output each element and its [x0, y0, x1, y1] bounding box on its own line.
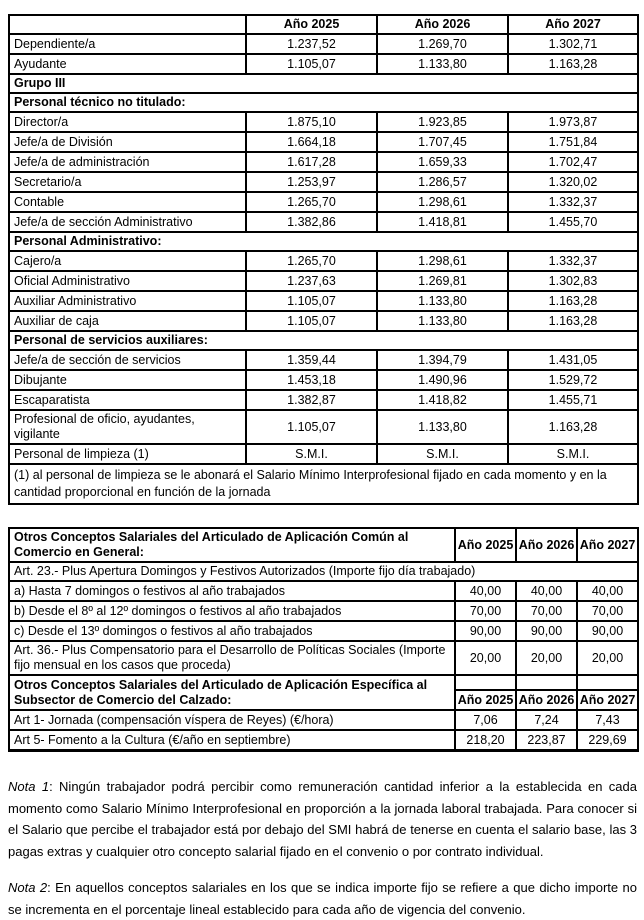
- empty-cell: [455, 675, 516, 690]
- value-cell: 7,06: [455, 710, 516, 730]
- data-row: [9, 350, 638, 370]
- row-label: Secretario/a: [9, 172, 246, 192]
- value-cell: 1.529,72: [508, 370, 638, 390]
- data-row: [9, 390, 638, 410]
- concepts-table: [8, 527, 639, 752]
- value-cell: 90,00: [455, 621, 516, 641]
- value-cell: 70,00: [577, 601, 638, 621]
- row-label: Art 5- Fomento a la Cultura (€/año en septiembre): [9, 730, 455, 751]
- section-label: Personal técnico no titulado:: [9, 93, 638, 112]
- row-label: Personal de limpieza (1): [9, 444, 246, 464]
- value-cell: 1.133,80: [377, 410, 508, 444]
- value-cell: 1.265,70: [246, 192, 377, 212]
- value-cell: 1.269,81: [377, 271, 508, 291]
- value-cell: 40,00: [455, 581, 516, 601]
- value-cell: S.M.I.: [246, 444, 377, 464]
- value-cell: 1.418,82: [377, 390, 508, 410]
- value-cell: 1.163,28: [508, 291, 638, 311]
- data-row: [9, 601, 638, 621]
- table-title: [9, 15, 246, 34]
- data-row: [9, 410, 638, 444]
- nota-2: [8, 877, 637, 920]
- data-row: [9, 152, 638, 172]
- value-cell: 90,00: [516, 621, 577, 641]
- value-cell: 1.702,47: [508, 152, 638, 172]
- value-cell: 1.453,18: [246, 370, 377, 390]
- article-span-row: [9, 562, 638, 581]
- year-header: Año 2025: [455, 690, 516, 710]
- row-label: Oficial Administrativo: [9, 271, 246, 291]
- data-row: [9, 641, 638, 675]
- value-cell: 7,43: [577, 710, 638, 730]
- value-cell: 1.286,57: [377, 172, 508, 192]
- value-cell: 1.707,45: [377, 132, 508, 152]
- value-cell: 1.265,70: [246, 251, 377, 271]
- row-label: Jefe/a de sección Administrativo: [9, 212, 246, 232]
- value-cell: S.M.I.: [508, 444, 638, 464]
- value-cell: 1.490,96: [377, 370, 508, 390]
- value-cell: 20,00: [577, 641, 638, 675]
- value-cell: 1.237,52: [246, 34, 377, 54]
- value-cell: 1.133,80: [377, 311, 508, 331]
- row-label: Cajero/a: [9, 251, 246, 271]
- value-cell: 1.163,28: [508, 410, 638, 444]
- row-label: Auxiliar Administrativo: [9, 291, 246, 311]
- value-cell: 1.659,33: [377, 152, 508, 172]
- value-cell: 1.359,44: [246, 350, 377, 370]
- data-row: [9, 251, 638, 271]
- year-header-row: [9, 15, 638, 34]
- value-cell: 20,00: [516, 641, 577, 675]
- year-header: Año 2027: [577, 528, 638, 562]
- value-cell: 7,24: [516, 710, 577, 730]
- row-label: Art. 23.- Plus Apertura Domingos y Festivos Autorizados (Importe fijo día trabajado): [9, 562, 638, 581]
- data-row: [9, 311, 638, 331]
- year-header: Año 2027: [508, 15, 638, 34]
- value-cell: 1.875,10: [246, 112, 377, 132]
- notes-block: [8, 776, 637, 920]
- data-row: [9, 581, 638, 601]
- value-cell: 1.973,87: [508, 112, 638, 132]
- value-cell: 218,20: [455, 730, 516, 751]
- value-cell: 1.298,61: [377, 251, 508, 271]
- value-cell: 70,00: [516, 601, 577, 621]
- row-label: Jefe/a de sección de servicios: [9, 350, 246, 370]
- subsection-header-row: [9, 675, 638, 690]
- year-header: Año 2026: [377, 15, 508, 34]
- value-cell: 229,69: [577, 730, 638, 751]
- data-row: [9, 444, 638, 464]
- data-row: [9, 710, 638, 730]
- data-row: [9, 112, 638, 132]
- section-row: [9, 331, 638, 350]
- value-cell: 1.431,05: [508, 350, 638, 370]
- row-label: Dependiente/a: [9, 34, 246, 54]
- row-label: Contable: [9, 192, 246, 212]
- value-cell: 1.105,07: [246, 410, 377, 444]
- data-row: [9, 212, 638, 232]
- data-row: [9, 54, 638, 74]
- year-header: Año 2027: [577, 690, 638, 710]
- value-cell: 223,87: [516, 730, 577, 751]
- row-label: Art 1- Jornada (compensación víspera de Reyes) (€/hora): [9, 710, 455, 730]
- row-label: Escaparatista: [9, 390, 246, 410]
- value-cell: 1.133,80: [377, 291, 508, 311]
- value-cell: 20,00: [455, 641, 516, 675]
- year-header: Año 2026: [516, 690, 577, 710]
- row-label: Dibujante: [9, 370, 246, 390]
- value-cell: 1.332,37: [508, 192, 638, 212]
- data-row: [9, 621, 638, 641]
- value-cell: 1.269,70: [377, 34, 508, 54]
- data-row: [9, 271, 638, 291]
- value-cell: 1.751,84: [508, 132, 638, 152]
- value-cell: 1.664,18: [246, 132, 377, 152]
- value-cell: 40,00: [516, 581, 577, 601]
- data-row: [9, 132, 638, 152]
- row-label: b) Desde el 8º al 12º domingos o festivos al año trabajados: [9, 601, 455, 621]
- value-cell: 1.298,61: [377, 192, 508, 212]
- table-title: Otros Conceptos Salariales del Articulado de Aplicación Común al Comercio en General:: [9, 528, 455, 562]
- salary-table: [8, 14, 639, 505]
- value-cell: 1.163,28: [508, 311, 638, 331]
- section-label: Grupo III: [9, 74, 638, 93]
- nota-1: [8, 776, 637, 862]
- empty-cell: [516, 675, 577, 690]
- value-cell: 1.455,70: [508, 212, 638, 232]
- nota-1-label: Nota 1: [8, 779, 50, 794]
- value-cell: 40,00: [577, 581, 638, 601]
- value-cell: 1.163,28: [508, 54, 638, 74]
- year-header: Año 2025: [246, 15, 377, 34]
- value-cell: 1.394,79: [377, 350, 508, 370]
- row-label: Director/a: [9, 112, 246, 132]
- value-cell: S.M.I.: [377, 444, 508, 464]
- row-label: (1) al personal de limpieza se le abonará el Salario Mínimo Interprofesional fijado en cada momento y en la cantidad proporcional en función de la jornada: [9, 464, 638, 504]
- value-cell: 1.105,07: [246, 291, 377, 311]
- subsection-label: Otros Conceptos Salariales del Articulado de Aplicación Específica al Subsector de Comercio del Calzado:: [9, 675, 455, 710]
- value-cell: 1.923,85: [377, 112, 508, 132]
- value-cell: 1.105,07: [246, 311, 377, 331]
- value-cell: 1.105,07: [246, 54, 377, 74]
- value-cell: 1.418,81: [377, 212, 508, 232]
- row-label: a) Hasta 7 domingos o festivos al año trabajados: [9, 581, 455, 601]
- value-cell: 70,00: [455, 601, 516, 621]
- value-cell: 1.617,28: [246, 152, 377, 172]
- nota-1-text: : Ningún trabajador podrá percibir como remuneración cantidad inferior a la establecida en cada momento como Salario Mínimo Interprofesional en proporción a la jornada laboral trabajada. Para conocer si el Salario que percibe el trabajador está por debajo del SMI habrá de tenerse en cuenta el salario base, las 3 pagas extras y cualquier otro concepto salarial fijado en el convenio o por contrato individual.: [8, 779, 637, 859]
- row-label: Ayudante: [9, 54, 246, 74]
- value-cell: 1.320,02: [508, 172, 638, 192]
- section-row: [9, 93, 638, 112]
- row-label: c) Desde el 13º domingos o festivos al año trabajados: [9, 621, 455, 641]
- data-row: [9, 192, 638, 212]
- row-label: Profesional de oficio, ayudantes, vigilante: [9, 410, 246, 444]
- row-label: Jefe/a de administración: [9, 152, 246, 172]
- footnote-row: [9, 464, 638, 504]
- value-cell: 1.302,71: [508, 34, 638, 54]
- data-row: [9, 34, 638, 54]
- nota-2-label: Nota 2: [8, 880, 48, 895]
- year-header: Año 2025: [455, 528, 516, 562]
- row-label: Art. 36.- Plus Compensatorio para el Desarrollo de Políticas Sociales (Importe fijo mensual en los casos que proceda): [9, 641, 455, 675]
- section-label: Personal Administrativo:: [9, 232, 638, 251]
- value-cell: 1.253,97: [246, 172, 377, 192]
- value-cell: 1.302,83: [508, 271, 638, 291]
- data-row: [9, 172, 638, 192]
- value-cell: 1.237,63: [246, 271, 377, 291]
- row-label: Auxiliar de caja: [9, 311, 246, 331]
- value-cell: 1.133,80: [377, 54, 508, 74]
- year-header: Año 2026: [516, 528, 577, 562]
- data-row: [9, 370, 638, 390]
- value-cell: 1.382,86: [246, 212, 377, 232]
- data-row: [9, 291, 638, 311]
- value-cell: 90,00: [577, 621, 638, 641]
- year-header-row: [9, 528, 638, 562]
- nota-2-text: : En aquellos conceptos salariales en los que se indica importe fijo se refiere a que dicho importe no se incrementa en el porcentaje lineal establecido para cada año de vigencia del convenio.: [8, 880, 637, 917]
- data-row: [9, 730, 638, 751]
- value-cell: 1.382,87: [246, 390, 377, 410]
- value-cell: 1.455,71: [508, 390, 638, 410]
- empty-cell: [577, 675, 638, 690]
- section-row: [9, 74, 638, 93]
- section-row: [9, 232, 638, 251]
- row-label: Jefe/a de División: [9, 132, 246, 152]
- value-cell: 1.332,37: [508, 251, 638, 271]
- section-label: Personal de servicios auxiliares:: [9, 331, 638, 350]
